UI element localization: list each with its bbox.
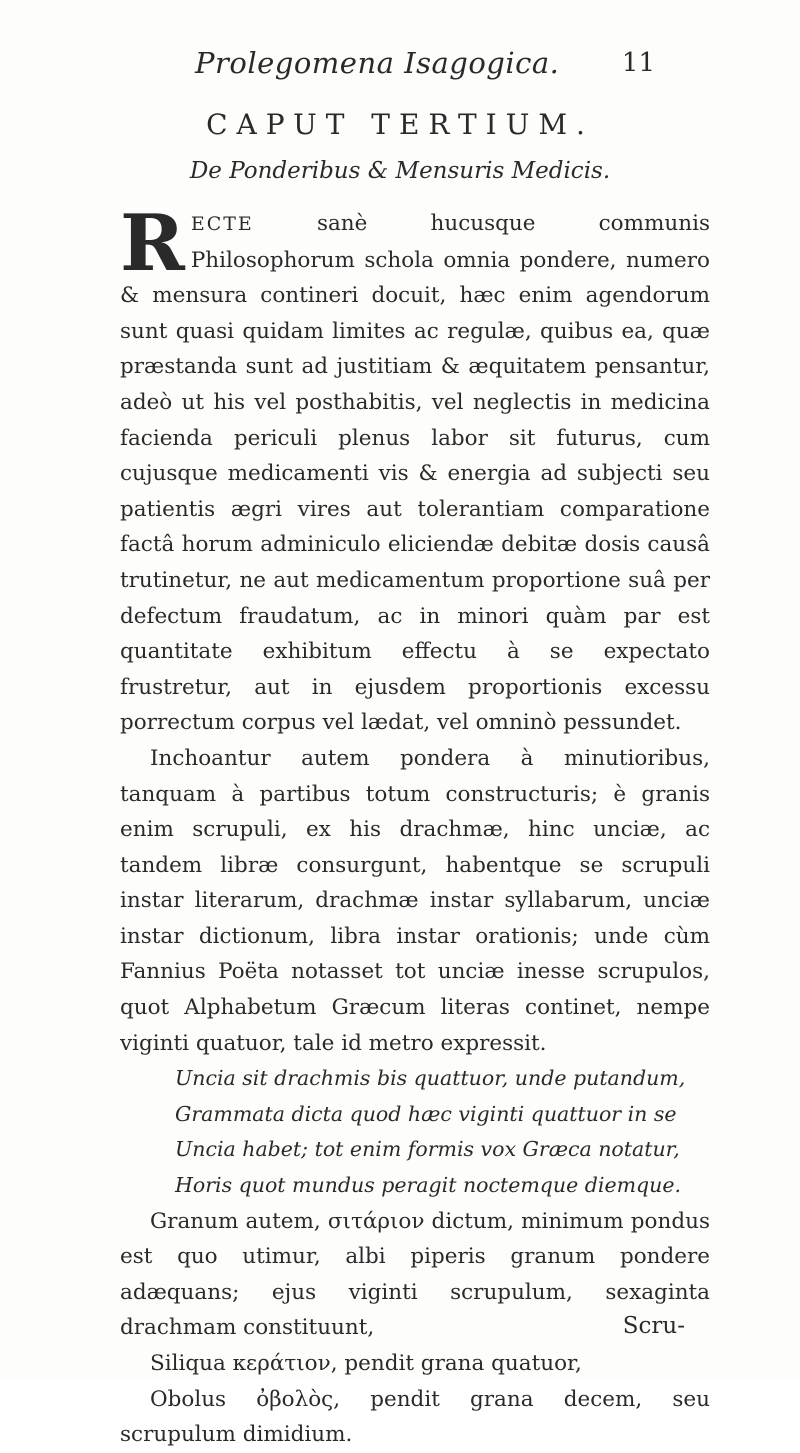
chapter-title: CAPUT TERTIUM. — [206, 108, 594, 141]
verse-quotation — [120, 1061, 710, 1203]
body-text — [120, 198, 710, 1453]
drop-cap: R — [120, 198, 185, 289]
definition-obolus: Obolus ὀβολὸς, pendit grana decem, seu scrupulum dimidium. — [120, 1386, 710, 1448]
lead-word: ECTE — [190, 213, 254, 235]
paragraph-granum: Granum autem, σιτάριον dictum, minimum pondus est quo utimur, albi piperis granum pondere adæquans; ejus viginti scrupulum, sexaginta drachmam constituunt, — [120, 1208, 710, 1341]
verse-line: Uncia habet; tot enim formis vox Græca notatur, — [175, 1137, 680, 1162]
chapter-subtitle: De Ponderibus & Mensuris Medicis. — [189, 158, 611, 184]
paragraph-opening — [120, 198, 710, 741]
verse-line: Grammata dicta quod hæc viginti quattuor in se — [175, 1101, 677, 1126]
verse-line: Horis quot mundus peragit noctemque diemque. — [175, 1173, 681, 1198]
page-header — [195, 46, 655, 82]
page-number: 11 — [621, 48, 655, 78]
verse-line: Uncia sit drachmis bis quattuor, unde putandum, — [175, 1066, 686, 1091]
definition-siliqua: Siliqua κεράτιον, pendit grana quatuor, — [150, 1351, 582, 1376]
paragraph-opening-text: sanè hucusque communis Philosophorum schola omnia pondere, numero & mensura contineri docuit, hæc enim agendorum sunt quasi quidam limites ac regulæ, quibus ea, quæ præstanda sunt ad justitiam & æquitatem pensantur, adeò ut his vel posthabitis, vel neglectis in medicina facienda periculi plenus labor sit futurus, cum cujusque medicamenti vis & energia ad subjecti seu patientis ægri vires aut tolerantiam comparatione factâ horum adminiculo eliciendæ debitæ dosis causâ trutinetur, ne aut medicamentum proportione suâ per defectum fraudatum, ac in minori quàm par est quantitate exhibitum effectu à se expectato frustretur, aut in ejusdem proportionis excessu porrectum corpus vel lædat, vel omninò pessundet. — [120, 211, 710, 736]
weight-definitions — [120, 1346, 710, 1453]
running-title: Prolegomena Isagogica. — [195, 46, 560, 80]
paragraph-weights: Inchoantur autem pondera à minutioribus, tanquam à partibus totum constructuris; è granis enim scrupuli, ex his drachmæ, hinc unciæ, ac tandem libræ consurgunt, habentque se scrupuli instar literarum, drachmæ instar syllabarum, unciæ instar dictionum, libra instar orationis; unde cùm Fannius Poëta notasset tot unciæ inesse scrupulos, quot Alphabetum Græcum literas continet, nempe viginti quatuor, tale id metro expressit. — [120, 745, 710, 1056]
catchword: Scru- — [622, 1313, 685, 1339]
